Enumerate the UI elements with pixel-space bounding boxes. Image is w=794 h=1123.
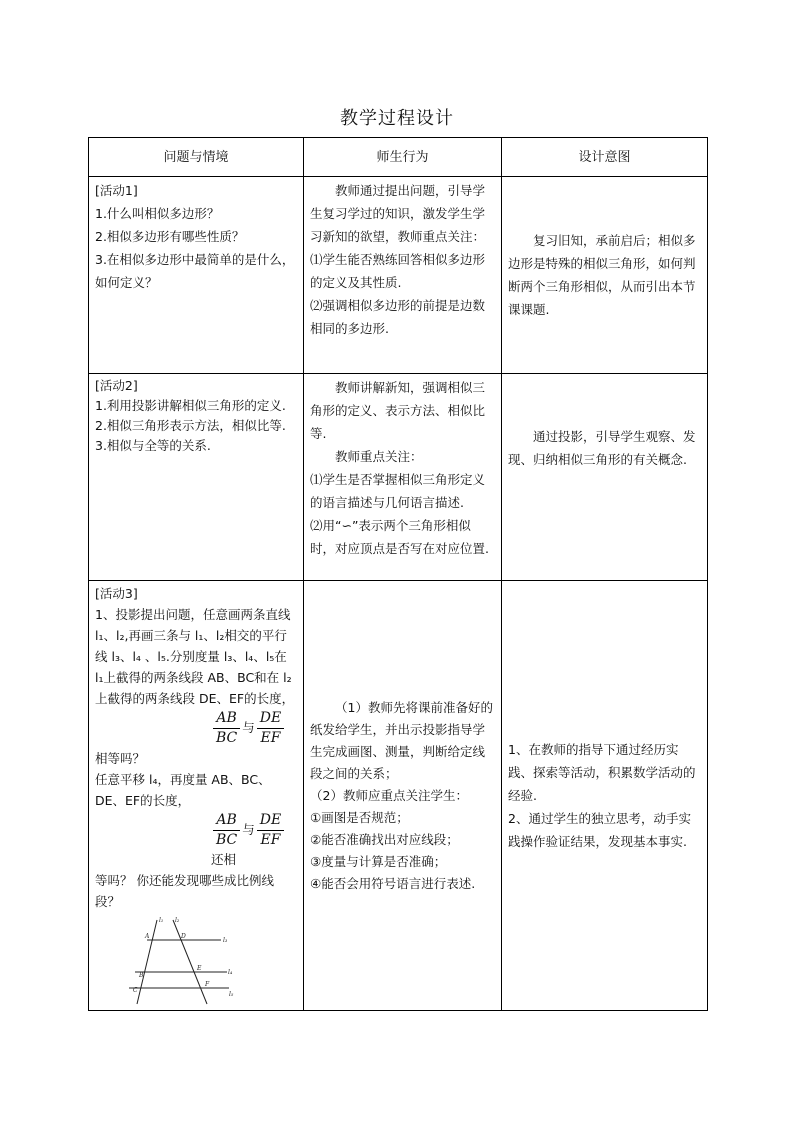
activity-label: [活动3] bbox=[95, 586, 138, 601]
label-l5: l₅ bbox=[229, 991, 234, 998]
header-intent: 设计意图 bbox=[502, 138, 708, 177]
row1-intent bbox=[502, 177, 708, 374]
table-header-row bbox=[89, 138, 708, 177]
label-l4: l₄ bbox=[228, 969, 233, 976]
label-d: D bbox=[181, 933, 186, 940]
fraction-de-ef: $\frac{DE}{EF}$ bbox=[257, 709, 284, 748]
page-title: 教学过程设计 bbox=[340, 108, 454, 129]
label-a: A bbox=[145, 933, 150, 940]
label-l2: l₂ bbox=[175, 917, 180, 924]
parallel-lines-figure bbox=[125, 916, 235, 1008]
behavior-text: （1）教师先将课前准备好的纸发给学生，并出示投影指导学生完成画图、测量，判断给定线段之间的关系； bbox=[310, 699, 493, 781]
row1-problem bbox=[89, 177, 304, 374]
fraction-de-ef: $\frac{DE}{EF}$ bbox=[257, 811, 284, 850]
row2-problem bbox=[89, 374, 304, 581]
fraction-ab-bc: $\frac{AB}{BC}$ bbox=[213, 811, 240, 850]
behavior-text: ③度量与计算是否准确； bbox=[310, 853, 447, 869]
label-b: B bbox=[139, 972, 144, 979]
question-text: 相等吗？ bbox=[95, 751, 146, 766]
activity-label: [活动1] bbox=[95, 183, 138, 198]
question-text: 任意平移 l₄，再度量 AB、BC、DE、EF的长度， bbox=[95, 772, 271, 808]
row2-intent bbox=[502, 374, 708, 581]
behavior-text: 教师通过提出问题，引导学生复习学过的知识，激发学生学习新知的欲望，教师重点关注： bbox=[310, 183, 486, 244]
label-l3: l₃ bbox=[223, 937, 228, 944]
question-text: 3.相似与全等的关系. bbox=[95, 438, 211, 453]
question-text: 1.什么叫相似多边形？ bbox=[95, 206, 220, 221]
behavior-text: ⑵强调相似多边形的前提是边数相同的多边形. bbox=[310, 298, 486, 336]
question-text: 2.相似多边形有哪些性质？ bbox=[95, 229, 245, 244]
row2-behavior bbox=[304, 374, 502, 581]
question-text: 还相 bbox=[211, 852, 237, 867]
behavior-text: ⑴学生能否熟练回答相似多边形的定义及其性质. bbox=[310, 252, 486, 290]
ratio-expression bbox=[95, 709, 297, 748]
header-behavior: 师生行为 bbox=[304, 138, 502, 177]
row3-intent bbox=[502, 581, 708, 1011]
intent-text: 复习旧知，承前启后；相似多边形是特殊的相似三角形，如何判断两个三角形相似，从而引出本节课课题. bbox=[508, 233, 696, 317]
behavior-text: ⑵用“∽”表示两个三角形相似时，对应顶点是否写在对应位置. bbox=[310, 518, 489, 556]
intent-text: 通过投影，引导学生观察、发现、归纳相似三角形的有关概念. bbox=[508, 429, 696, 467]
table-row bbox=[89, 177, 708, 374]
activity-label: [活动2] bbox=[95, 378, 138, 393]
behavior-text: ①画图是否规范； bbox=[310, 809, 409, 825]
behavior-text: （2）教师应重点关注学生： bbox=[310, 787, 468, 803]
behavior-text: 教师重点关注： bbox=[335, 449, 423, 464]
behavior-text: ④能否会用符号语言进行表述. bbox=[310, 875, 476, 891]
intent-text: 1、在教师的指导下通过经历实践、探索等活动，积累数学活动的经验. bbox=[508, 742, 696, 803]
teaching-process-table bbox=[88, 137, 708, 1011]
behavior-text: ②能否准确找出对应线段； bbox=[310, 831, 459, 847]
row3-behavior bbox=[304, 581, 502, 1011]
row1-behavior bbox=[304, 177, 502, 374]
label-e: E bbox=[197, 965, 202, 972]
question-text: 2.相似三角形表示方法，相似比等. bbox=[95, 418, 286, 433]
question-text: 3.在相似多边形中最简单的是什么，如何定义？ bbox=[95, 252, 295, 290]
ratio-expression bbox=[95, 811, 297, 870]
question-text: 等吗？ 你还能发现哪些成比例线段？ bbox=[95, 873, 274, 909]
table-row bbox=[89, 374, 708, 581]
question-text: 1.利用投影讲解相似三角形的定义. bbox=[95, 398, 286, 413]
question-text: 1、投影提出问题，任意画两条直线 l₁、l₂,再画三条与 l₁、l₂相交的平行线 l₃、l₄ 、l₅.分别度量 l₃、l₄、l₅在 l₁上截得的两条线段 AB、BC和在 l₂上截得的两条线段 DE、EF的长度， bbox=[95, 607, 295, 706]
label-l1: l₁ bbox=[159, 917, 164, 924]
row3-problem bbox=[89, 581, 304, 1011]
fraction-ab-bc: $\frac{AB}{BC}$ bbox=[213, 709, 240, 748]
table-row bbox=[89, 581, 708, 1011]
label-c: C bbox=[133, 987, 138, 994]
intent-text: 2、通过学生的独立思考，动手实践操作验证结果，发现基本事实. bbox=[508, 811, 691, 849]
header-problem: 问题与情境 bbox=[89, 138, 304, 177]
ratio-connector: 与 bbox=[242, 720, 255, 735]
ratio-connector: 与 bbox=[242, 822, 255, 837]
label-f: F bbox=[205, 981, 210, 988]
behavior-text: ⑴学生是否掌握相似三角形定义的语言描述与几何语言描述. bbox=[310, 472, 486, 510]
behavior-text: 教师讲解新知，强调相似三角形的定义、表示方法、相似比等. bbox=[310, 380, 486, 441]
